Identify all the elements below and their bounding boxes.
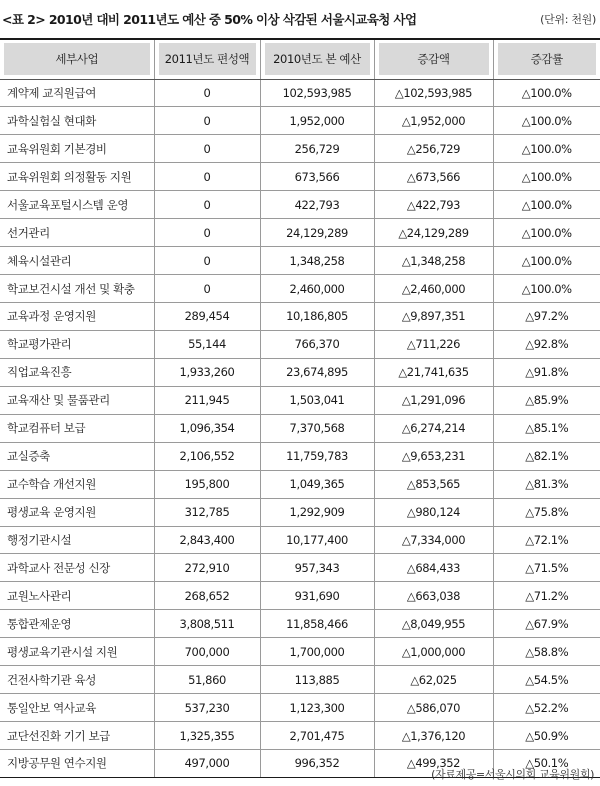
budget-2011-cell: 3,808,511 — [154, 610, 260, 638]
project-name-cell: 평생교육 운영지원 — [0, 498, 154, 526]
budget-cut-table — [0, 38, 600, 778]
change-amount-cell: △9,897,351 — [374, 303, 493, 331]
change-rate-cell: △81.3% — [493, 470, 600, 498]
budget-2011-cell: 2,843,400 — [154, 526, 260, 554]
budget-2010-cell: 957,343 — [260, 554, 374, 582]
table-row — [0, 722, 600, 750]
project-name-cell: 선거관리 — [0, 219, 154, 247]
header-row — [0, 39, 600, 79]
change-amount-cell: △684,433 — [374, 554, 493, 582]
table-row — [0, 191, 600, 219]
change-amount-cell: △1,376,120 — [374, 722, 493, 750]
header-2010-budget: 2010년도 본 예산 — [260, 39, 374, 79]
change-rate-cell: △97.2% — [493, 303, 600, 331]
project-name-cell: 지방공무원 연수지원 — [0, 750, 154, 778]
change-amount-cell: △586,070 — [374, 694, 493, 722]
project-name-cell: 평생교육기관시설 지원 — [0, 638, 154, 666]
budget-2011-cell: 0 — [154, 135, 260, 163]
change-amount-cell: △853,565 — [374, 470, 493, 498]
budget-2011-cell: 700,000 — [154, 638, 260, 666]
budget-2011-cell: 0 — [154, 247, 260, 275]
change-rate-cell: △100.0% — [493, 219, 600, 247]
change-rate-cell: △52.2% — [493, 694, 600, 722]
table-row — [0, 442, 600, 470]
change-amount-cell: △8,049,955 — [374, 610, 493, 638]
budget-2011-cell: 0 — [154, 79, 260, 107]
change-rate-cell: △67.9% — [493, 610, 600, 638]
table-row — [0, 610, 600, 638]
budget-2011-cell: 211,945 — [154, 386, 260, 414]
table-row — [0, 79, 600, 107]
unit-label: (단위: 천원) — [540, 13, 596, 26]
table-row — [0, 694, 600, 722]
budget-2010-cell: 1,123,300 — [260, 694, 374, 722]
budget-2011-cell: 2,106,552 — [154, 442, 260, 470]
change-amount-cell: △102,593,985 — [374, 79, 493, 107]
budget-2010-cell: 1,503,041 — [260, 386, 374, 414]
change-amount-cell: △2,460,000 — [374, 275, 493, 303]
change-amount-cell: △9,653,231 — [374, 442, 493, 470]
budget-2010-cell: 10,177,400 — [260, 526, 374, 554]
change-amount-cell: △62,025 — [374, 666, 493, 694]
change-rate-cell: △100.0% — [493, 247, 600, 275]
change-amount-cell: △24,129,289 — [374, 219, 493, 247]
change-rate-cell: △75.8% — [493, 498, 600, 526]
budget-2010-cell: 10,186,805 — [260, 303, 374, 331]
table-row — [0, 303, 600, 331]
change-rate-cell: △100.0% — [493, 163, 600, 191]
budget-2010-cell: 1,700,000 — [260, 638, 374, 666]
project-name-cell: 교실증축 — [0, 442, 154, 470]
change-rate-cell: △50.1% — [493, 750, 600, 778]
change-rate-cell: △100.0% — [493, 107, 600, 135]
budget-2010-cell: 113,885 — [260, 666, 374, 694]
change-rate-cell: △100.0% — [493, 79, 600, 107]
project-name-cell: 직업교육진흥 — [0, 358, 154, 386]
header-change-amount: 증감액 — [374, 39, 493, 79]
budget-2010-cell: 2,701,475 — [260, 722, 374, 750]
budget-2010-cell: 11,858,466 — [260, 610, 374, 638]
budget-2010-cell: 422,793 — [260, 191, 374, 219]
change-amount-cell: △1,000,000 — [374, 638, 493, 666]
budget-2011-cell: 0 — [154, 163, 260, 191]
table-row — [0, 414, 600, 442]
budget-2011-cell: 1,325,355 — [154, 722, 260, 750]
header-change-rate: 증감률 — [493, 39, 600, 79]
budget-2011-cell: 537,230 — [154, 694, 260, 722]
project-name-cell: 계약제 교직원급여 — [0, 79, 154, 107]
budget-2010-cell: 766,370 — [260, 330, 374, 358]
budget-2010-cell: 7,370,568 — [260, 414, 374, 442]
budget-2011-cell: 0 — [154, 107, 260, 135]
change-rate-cell: △72.1% — [493, 526, 600, 554]
project-name-cell: 학교평가관리 — [0, 330, 154, 358]
budget-2010-cell: 1,348,258 — [260, 247, 374, 275]
budget-2010-cell: 256,729 — [260, 135, 374, 163]
table-title: <표 2> 2010년 대비 2011년도 예산 중 50% 이상 삭감된 서울시교육청 사업 — [2, 12, 417, 27]
project-name-cell: 학교컴퓨터 보급 — [0, 414, 154, 442]
table-row — [0, 386, 600, 414]
change-amount-cell: △21,741,635 — [374, 358, 493, 386]
budget-2010-cell: 1,952,000 — [260, 107, 374, 135]
budget-2011-cell: 268,652 — [154, 582, 260, 610]
budget-2010-cell: 1,049,365 — [260, 470, 374, 498]
budget-2010-cell: 2,460,000 — [260, 275, 374, 303]
change-amount-cell: △256,729 — [374, 135, 493, 163]
budget-2010-cell: 23,674,895 — [260, 358, 374, 386]
change-rate-cell: △100.0% — [493, 191, 600, 219]
budget-2010-cell: 931,690 — [260, 582, 374, 610]
budget-2010-cell: 996,352 — [260, 750, 374, 778]
project-name-cell: 학교보건시설 개선 및 확충 — [0, 275, 154, 303]
change-rate-cell: △85.1% — [493, 414, 600, 442]
budget-2010-cell: 102,593,985 — [260, 79, 374, 107]
change-rate-cell: △58.8% — [493, 638, 600, 666]
change-amount-cell: △422,793 — [374, 191, 493, 219]
budget-2011-cell: 55,144 — [154, 330, 260, 358]
title-row — [0, 0, 600, 38]
change-rate-cell: △71.5% — [493, 554, 600, 582]
project-name-cell: 교육과정 운영지원 — [0, 303, 154, 331]
project-name-cell: 교육위원회 기본경비 — [0, 135, 154, 163]
change-rate-cell: △100.0% — [493, 135, 600, 163]
budget-2011-cell: 497,000 — [154, 750, 260, 778]
budget-2010-cell: 24,129,289 — [260, 219, 374, 247]
table-row — [0, 107, 600, 135]
budget-2011-cell: 0 — [154, 191, 260, 219]
project-name-cell: 체육시설관리 — [0, 247, 154, 275]
change-amount-cell: △499,352 — [374, 750, 493, 778]
budget-2011-cell: 0 — [154, 219, 260, 247]
budget-2011-cell: 0 — [154, 275, 260, 303]
header-2011-budget: 2011년도 편성액 — [154, 39, 260, 79]
project-name-cell: 서울교육포털시스템 운영 — [0, 191, 154, 219]
change-rate-cell: △92.8% — [493, 330, 600, 358]
project-name-cell: 과학교사 전문성 신장 — [0, 554, 154, 582]
change-rate-cell: △100.0% — [493, 275, 600, 303]
table-row — [0, 526, 600, 554]
table-row — [0, 163, 600, 191]
budget-2011-cell: 272,910 — [154, 554, 260, 582]
change-amount-cell: △980,124 — [374, 498, 493, 526]
project-name-cell: 과학실험실 현대화 — [0, 107, 154, 135]
project-name-cell: 행정기관시설 — [0, 526, 154, 554]
budget-2011-cell: 1,933,260 — [154, 358, 260, 386]
table-row — [0, 275, 600, 303]
source-note: (자료제공=서울시의회 교육위원회) — [431, 768, 594, 781]
budget-2011-cell: 312,785 — [154, 498, 260, 526]
project-name-cell: 통일안보 역사교육 — [0, 694, 154, 722]
budget-2010-cell: 11,759,783 — [260, 442, 374, 470]
budget-2010-cell: 1,292,909 — [260, 498, 374, 526]
change-rate-cell: △91.8% — [493, 358, 600, 386]
change-amount-cell: △6,274,214 — [374, 414, 493, 442]
table-row — [0, 330, 600, 358]
table-row — [0, 638, 600, 666]
table-row — [0, 554, 600, 582]
project-name-cell: 교육재산 및 물품관리 — [0, 386, 154, 414]
project-name-cell: 건전사학기관 육성 — [0, 666, 154, 694]
project-name-cell: 통합관제운영 — [0, 610, 154, 638]
budget-2011-cell: 1,096,354 — [154, 414, 260, 442]
change-rate-cell: △50.9% — [493, 722, 600, 750]
table-row — [0, 582, 600, 610]
change-amount-cell: △1,952,000 — [374, 107, 493, 135]
change-amount-cell: △711,226 — [374, 330, 493, 358]
table-row — [0, 135, 600, 163]
table-row — [0, 666, 600, 694]
table-row — [0, 358, 600, 386]
project-name-cell: 교육위원회 의정활동 지원 — [0, 163, 154, 191]
change-amount-cell: △673,566 — [374, 163, 493, 191]
table-row — [0, 470, 600, 498]
project-name-cell: 교단선진화 기기 보급 — [0, 722, 154, 750]
budget-2011-cell: 289,454 — [154, 303, 260, 331]
budget-2011-cell: 51,860 — [154, 666, 260, 694]
change-rate-cell: △85.9% — [493, 386, 600, 414]
change-rate-cell: △82.1% — [493, 442, 600, 470]
table-row — [0, 498, 600, 526]
change-rate-cell: △54.5% — [493, 666, 600, 694]
change-amount-cell: △7,334,000 — [374, 526, 493, 554]
project-name-cell: 교원노사관리 — [0, 582, 154, 610]
change-amount-cell: △663,038 — [374, 582, 493, 610]
budget-2011-cell: 195,800 — [154, 470, 260, 498]
table-row — [0, 219, 600, 247]
table-row — [0, 247, 600, 275]
project-name-cell: 교수학습 개선지원 — [0, 470, 154, 498]
change-amount-cell: △1,348,258 — [374, 247, 493, 275]
change-amount-cell: △1,291,096 — [374, 386, 493, 414]
header-project: 세부사업 — [0, 39, 154, 79]
change-rate-cell: △71.2% — [493, 582, 600, 610]
budget-2010-cell: 673,566 — [260, 163, 374, 191]
